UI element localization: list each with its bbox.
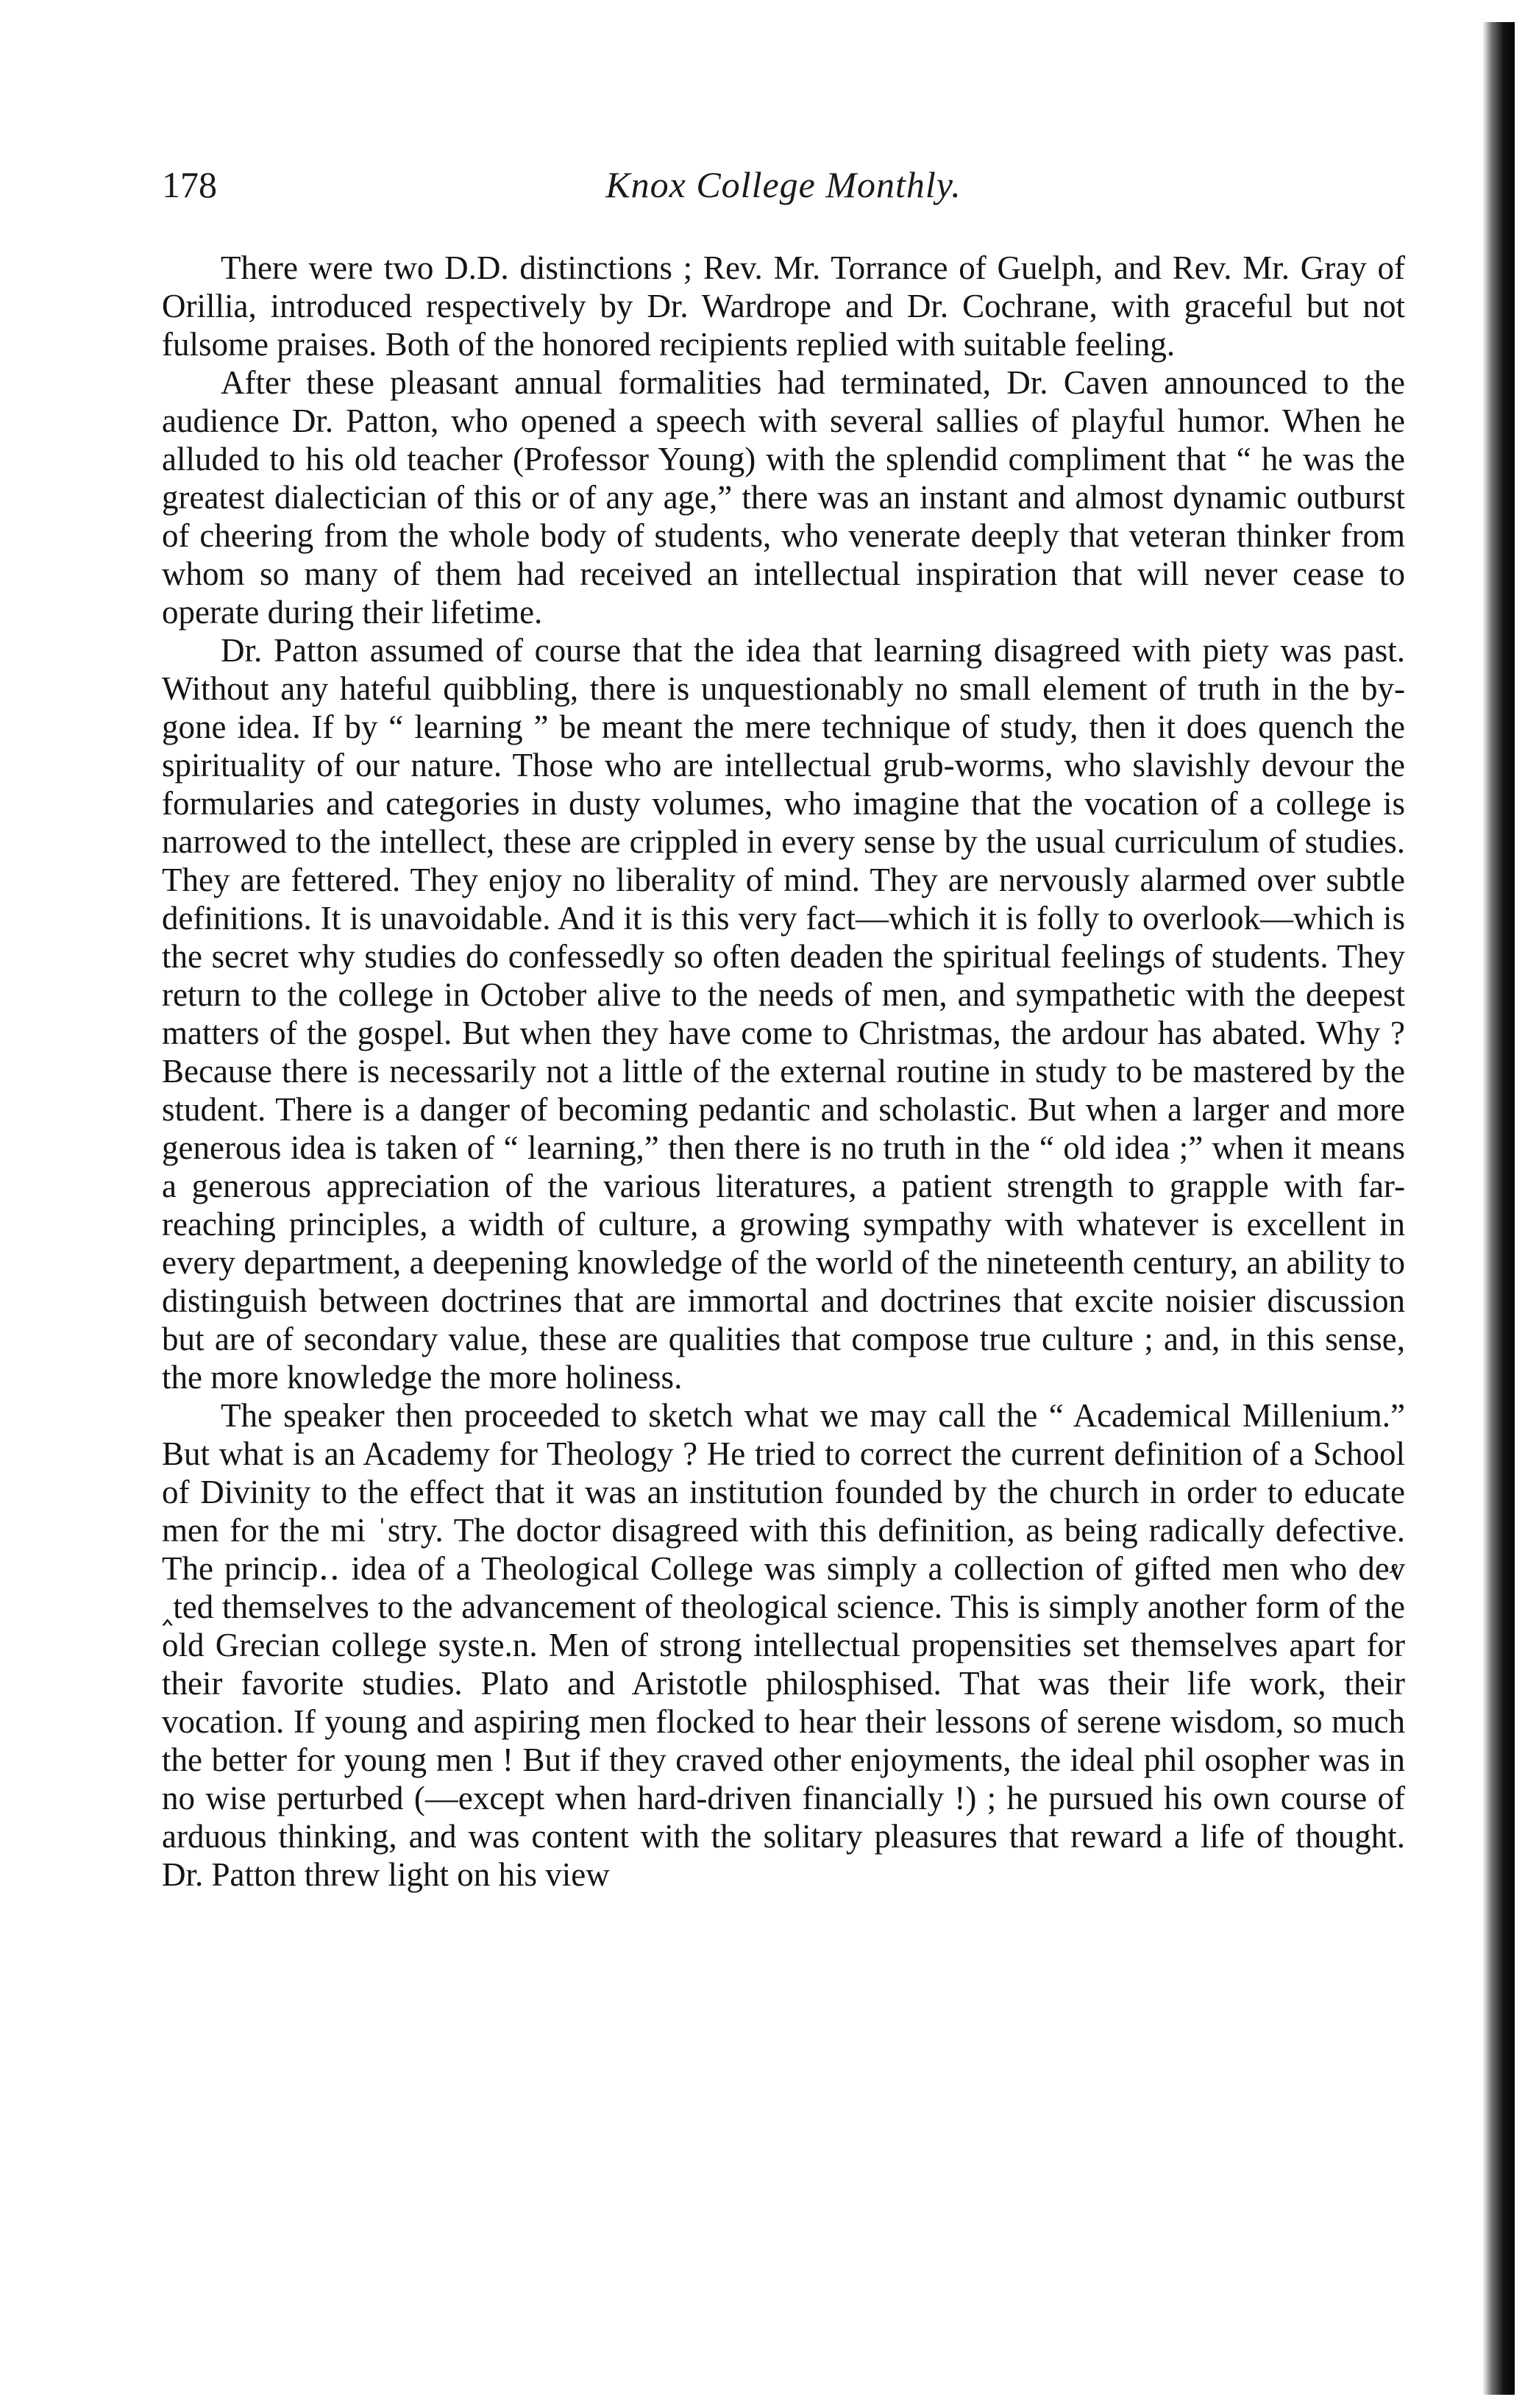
scanned-page-edge [1482, 22, 1515, 2395]
article-body [162, 249, 1405, 1894]
page-header [162, 163, 1405, 222]
paragraph-learning-piety: Dr. Patton assumed of course that the idea that learning disagreed with piety was past. Without any hateful quibbling, there is unquestionably no small element of truth in the by-gone idea. If by “ learning ” be meant the mere technique of study, then it does quench the spirituality of our nature. Those who are intellectual grub-worms, who slavishly devour the formularies and categories in dusty volumes, who imagine that the vocation of a college is narrowed to the intellect, these are crippled in every sense by the usual curriculum of studies. They are fettered. They enjoy no liberality of mind. They are nervously alarmed over subtle definitions. It is unavoidable. And it is this very fact—which it is folly to overlook—which is the secret why studies do confessedly so often deaden the spiritual feelings of students. They return to the college in October alive to the needs of men, and sympathetic with the deepest matters of the gospel. But when they have come to Christmas, the ardour has abated. Why ? Because there is necessarily not a little of the external routine in study to be mastered by the student. There is a danger of becoming pedantic and scholastic. But when a larger and more generous idea is taken of “ learning,” then there is no truth in the “ old idea ;” when it means a generous appreciation of the various literatures, a patient strength to grapple with far-reaching principles, a width of culture, a growing sympathy with whatever is excellent in every department, a deepening knowledge of the world of the nineteenth century, an ability to distinguish between doctrines that are immortal and doctrines that excite noisier discussion but are of secondary value, these are qualities that compose true culture ; and, in this sense, the more knowledge the more holiness. [162, 632, 1405, 1396]
paragraph-academical-millenium: The speaker then proceeded to sketch what we may call the “ Academical Millenium.” But what is an Academy for Theology ? He tried to correct the current definition of a School of Divinity to the effect that it was an institution founded by the church in order to educate men for the mi ˈstry. The doctor disagreed with this definition, as being radically defective. The princip‥ idea of a Theological College was simply a collection of gifted men who deⱴ ‸ted themselves to the advancement of theological science. This is simply another form of the old Grecian college syste.n. Men of strong intellectual propensities set themselves apart for their favorite studies. Plato and Aristotle philosphised. That was their life work, their vocation. If young and aspiring men flocked to hear their lessons of serene wisdom, so much the better for young men ! But if they craved other enjoyments, the ideal phil osopher was in no wise perturbed (—except when hard-driven financially !) ; he pursued his own course of arduous thinking, and was content with the solitary pleasures that reward a life of thought. Dr. Patton threw light on his view [162, 1397, 1405, 1893]
page-number: 178 [162, 164, 217, 205]
running-title: Knox College Monthly. [605, 164, 961, 205]
paragraph-patton-speech: After these pleasant annual formalities had terminated, Dr. Caven announced to the audience Dr. Patton, who opened a speech with several sallies of playful humor. When he alluded to his old teacher (Professor Young) with the splendid compliment that “ he was the greatest dialectician of this or of any age,” there was an instant and almost dynamic outburst of cheering from the whole body of students, who venerate deeply that veteran thinker from whom so many of them had received an intellectual inspiration that will never cease to operate during their lifetime. [162, 364, 1405, 631]
paragraph-dd-distinctions: There were two D.D. distinctions ; Rev. Mr. Torrance of Guelph, and Rev. Mr. Gray of Orillia, introduced respectively by Dr. Wardrope and Dr. Cochrane, with graceful but not fulsome praises. Both of the honored recipients replied with suitable feeling. [162, 249, 1405, 363]
